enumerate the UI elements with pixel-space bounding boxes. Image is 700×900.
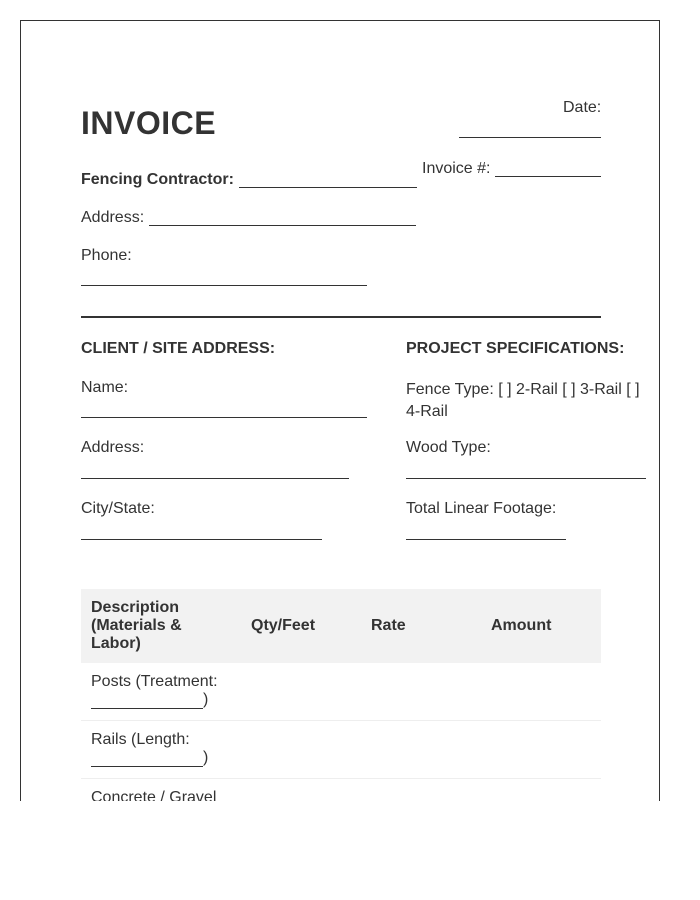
invoice-number-field[interactable]: [495, 176, 601, 177]
row-rate[interactable]: [361, 721, 481, 779]
footage-label: Total Linear Footage:: [406, 500, 557, 517]
row-description[interactable]: [81, 663, 241, 721]
table-row: [81, 779, 601, 802]
wood-type-label: Wood Type:: [406, 439, 491, 456]
row-qty[interactable]: [241, 721, 361, 779]
section-divider: [81, 316, 601, 318]
row-amount[interactable]: [481, 721, 601, 779]
col-rate-header: Rate: [361, 589, 481, 663]
client-city-label: City/State:: [81, 500, 155, 517]
col-description-header: Description (Materials & Labor): [81, 589, 241, 663]
date-label: Date:: [563, 99, 602, 116]
table-header-row: [81, 589, 601, 663]
contractor-address-field[interactable]: [149, 225, 416, 226]
client-heading: CLIENT / SITE ADDRESS:: [81, 340, 276, 357]
contractor-field[interactable]: [239, 187, 417, 188]
row-description[interactable]: [81, 721, 241, 779]
contractor-label: Fencing Contractor:: [81, 171, 234, 188]
row-blank[interactable]: [91, 750, 203, 767]
client-name-label: Name:: [81, 379, 129, 396]
contractor-phone-field[interactable]: [81, 285, 367, 286]
row-amount[interactable]: [481, 663, 601, 721]
col-qty-header: Qty/Feet: [241, 589, 361, 663]
client-city-field[interactable]: [81, 539, 322, 540]
row-description-suffix: ): [203, 749, 209, 766]
client-name-field[interactable]: [81, 417, 367, 418]
invoice-number-label: Invoice #:: [422, 160, 491, 177]
fence-type-options: Fence Type: [ ] 2-Rail [ ] 3-Rail [ ] 4-Rail: [406, 381, 640, 420]
row-description-text: Posts (Treatment:: [91, 673, 218, 690]
row-description-text: Rails (Length:: [91, 731, 190, 748]
client-address-field[interactable]: [81, 478, 349, 479]
row-amount[interactable]: [481, 779, 601, 802]
client-address-label: Address:: [81, 439, 145, 456]
date-field[interactable]: [459, 137, 601, 138]
row-description[interactable]: [81, 779, 241, 802]
project-heading: PROJECT SPECIFICATIONS:: [406, 340, 625, 357]
row-blank[interactable]: [91, 692, 203, 709]
wood-type-field[interactable]: [406, 478, 646, 479]
table-row: [81, 663, 601, 721]
contractor-address-label: Address:: [81, 209, 145, 226]
invoice-title: INVOICE: [81, 105, 217, 141]
row-rate[interactable]: [361, 663, 481, 721]
contractor-phone-label: Phone:: [81, 247, 132, 264]
row-description-suffix: ): [203, 691, 209, 708]
row-rate[interactable]: [361, 779, 481, 802]
row-qty[interactable]: [241, 663, 361, 721]
footage-field[interactable]: [406, 539, 566, 540]
row-description-text: Concrete / Gravel: [91, 789, 217, 801]
table-row: [81, 721, 601, 779]
items-table: [81, 589, 601, 801]
invoice-sheet: [20, 20, 660, 801]
col-amount-header: Amount: [481, 589, 601, 663]
row-qty[interactable]: [241, 779, 361, 802]
